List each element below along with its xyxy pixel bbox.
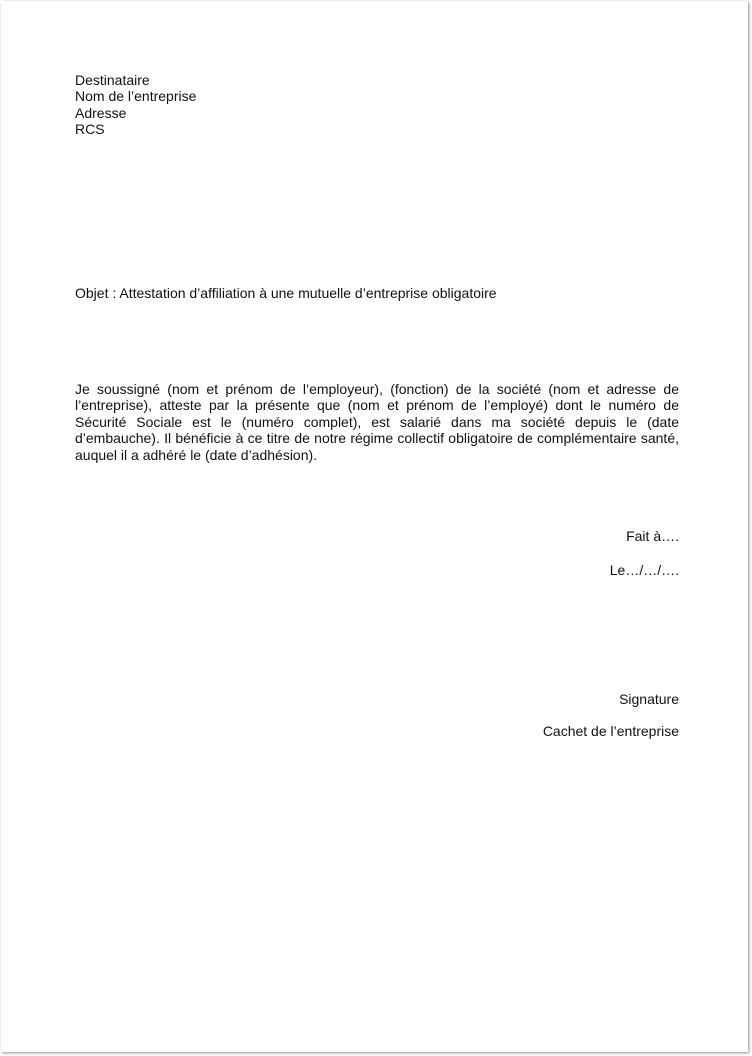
recipient-address: Adresse [75, 104, 127, 121]
place-line: Fait à…. [626, 528, 679, 544]
recipient-block [75, 72, 196, 138]
letter-subject: Objet : Attestation d’affiliation à une mutuelle d’entreprise obligatoire [75, 285, 497, 301]
recipient-rcs: RCS [75, 121, 105, 138]
company-stamp-line: Cachet de l’entreprise [542, 723, 679, 739]
recipient-company-name: Nom de l’entreprise [75, 88, 197, 105]
signature-line: Signature [619, 691, 679, 707]
letter-body: Je soussigné (nom et prénom de l’employeur), (fonction) de la société (nom et adresse de l’entreprise), atteste par la présente que (nom et prénom de l’employé) dont le numéro de Sécurité Sociale est le (numéro complet), est salarié dans ma société depuis le (date d’embauche). Il bénéficie à ce titre de notre régime collectif obligatoire de complémentaire santé, auquel il a adhéré le (date d’adhésion). [75, 381, 679, 463]
document-page [1, 1, 748, 1052]
recipient-label: Destinataire [75, 72, 150, 88]
date-line: Le…/…/…. [609, 562, 679, 578]
